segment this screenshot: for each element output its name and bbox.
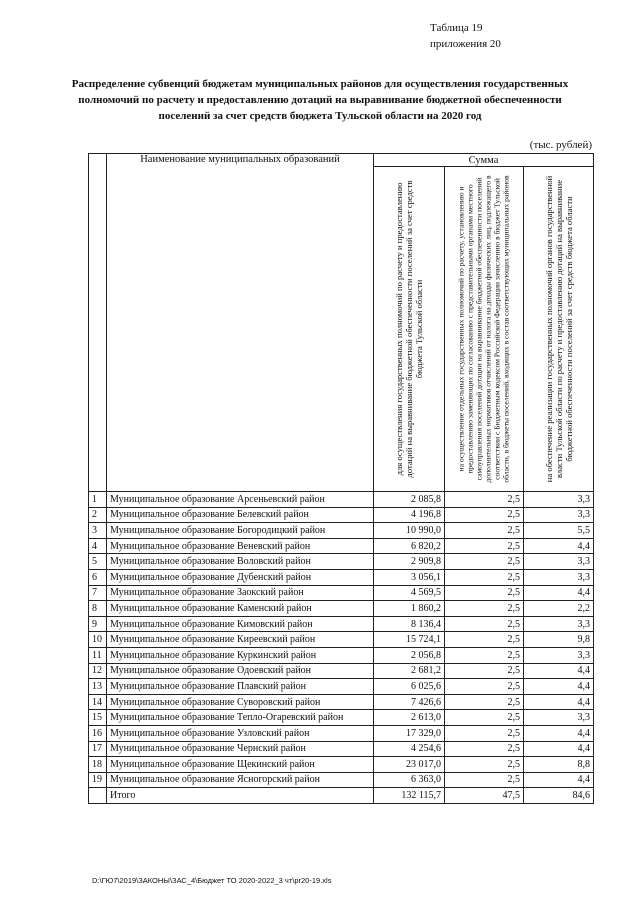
amount-col3: 3,3: [524, 507, 594, 523]
municipality-name: Муниципальное образование Заокский район: [107, 585, 374, 601]
municipality-name: Муниципальное образование Одоевский район: [107, 663, 374, 679]
amount-col3: 3,3: [524, 492, 594, 508]
amount-col3: 3,3: [524, 569, 594, 585]
header-name: Наименование муниципальных образований: [107, 154, 374, 492]
amount-col3: 5,5: [524, 523, 594, 539]
municipality-name: Муниципальное образование Богородицкий район: [107, 523, 374, 539]
row-number: 14: [89, 694, 107, 710]
amount-col2: 2,5: [445, 710, 524, 726]
amount-col1: 8 136,4: [374, 616, 445, 632]
row-number: 11: [89, 647, 107, 663]
amount-col3: 2,2: [524, 601, 594, 617]
amount-col2: 2,5: [445, 601, 524, 617]
municipality-name: Муниципальное образование Тепло-Огаревский район: [107, 710, 374, 726]
table-row: [89, 679, 594, 695]
amount-col2: 2,5: [445, 694, 524, 710]
header-number-cell: [89, 154, 107, 492]
amount-col3: 3,3: [524, 616, 594, 632]
row-number: 1: [89, 492, 107, 508]
municipality-name: Муниципальное образование Щекинский район: [107, 757, 374, 773]
amount-col3: 4,4: [524, 694, 594, 710]
amount-col3: 8,8: [524, 757, 594, 773]
row-number: 10: [89, 632, 107, 648]
amount-col2: 2,5: [445, 507, 524, 523]
amount-col1: 4 196,8: [374, 507, 445, 523]
table-row: [89, 538, 594, 554]
amount-col3: 4,4: [524, 725, 594, 741]
amount-col1: 6 363,0: [374, 772, 445, 788]
row-number: 17: [89, 741, 107, 757]
amount-col2: 2,5: [445, 492, 524, 508]
total-number-cell: [89, 788, 107, 804]
total-row: [89, 788, 594, 804]
amount-col1: 3 056,1: [374, 569, 445, 585]
amount-col2: 2,5: [445, 523, 524, 539]
header-row-top: [89, 154, 594, 167]
table-row: [89, 585, 594, 601]
municipality-name: Муниципальное образование Веневский район: [107, 538, 374, 554]
table-row: [89, 507, 594, 523]
document-title: Распределение субвенций бюджетам муниципальных районов для осуществления государственных полномочий по расчету и предоставлению дотаций на выравнивание бюджетной обеспеченности поселений за счет средств бюджета Тульской области на 2020 год: [71, 78, 569, 122]
table-row: [89, 710, 594, 726]
total-col2: 47,5: [445, 788, 524, 804]
row-number: 12: [89, 663, 107, 679]
table-caption: [430, 20, 570, 52]
amount-col2: 2,5: [445, 554, 524, 570]
amount-col1: 2 085,8: [374, 492, 445, 508]
table-row: [89, 647, 594, 663]
amount-col3: 4,4: [524, 741, 594, 757]
row-number: 2: [89, 507, 107, 523]
amount-col1: 15 724,1: [374, 632, 445, 648]
total-col1: 132 115,7: [374, 788, 445, 804]
row-number: 8: [89, 601, 107, 617]
municipality-name: Муниципальное образование Киреевский район: [107, 632, 374, 648]
total-label: Итого: [107, 788, 374, 804]
row-number: 6: [89, 569, 107, 585]
table-row: [89, 632, 594, 648]
municipality-name: Муниципальное образование Белевский район: [107, 507, 374, 523]
amount-col2: 2,5: [445, 569, 524, 585]
table-row: [89, 772, 594, 788]
municipality-name: Муниципальное образование Чернский район: [107, 741, 374, 757]
amount-col1: 2 613,0: [374, 710, 445, 726]
subventions-table: [88, 153, 594, 804]
amount-col2: 2,5: [445, 741, 524, 757]
amount-col1: 7 426,6: [374, 694, 445, 710]
row-number: 13: [89, 679, 107, 695]
header-col1-text: для осуществления государственных полномочий по расчету и предоставлению дотаций на выравнивание бюджетной обеспеченности поселений за счет средств бюджета Тульской области: [394, 180, 424, 478]
municipality-name: Муниципальное образование Узловский район: [107, 725, 374, 741]
amount-col1: 4 254,6: [374, 741, 445, 757]
amount-col1: 17 329,0: [374, 725, 445, 741]
amount-col3: 4,4: [524, 679, 594, 695]
municipality-name: Муниципальное образование Плавский район: [107, 679, 374, 695]
table-row: [89, 523, 594, 539]
table-row: [89, 492, 594, 508]
row-number: 5: [89, 554, 107, 570]
municipality-name: Муниципальное образование Суворовский район: [107, 694, 374, 710]
table-row: [89, 757, 594, 773]
table-row: [89, 569, 594, 585]
table-row: [89, 601, 594, 617]
caption-table-number: Таблица 19: [430, 22, 483, 34]
row-number: 9: [89, 616, 107, 632]
header-col2: [445, 167, 524, 492]
caption-appendix: приложения 20: [430, 38, 501, 50]
municipality-name: Муниципальное образование Куркинский район: [107, 647, 374, 663]
amount-col2: 2,5: [445, 632, 524, 648]
amount-col3: 4,4: [524, 585, 594, 601]
amount-col3: 4,4: [524, 538, 594, 554]
amount-col2: 2,5: [445, 772, 524, 788]
amount-col2: 2,5: [445, 616, 524, 632]
table-row: [89, 725, 594, 741]
table-row: [89, 616, 594, 632]
row-number: 16: [89, 725, 107, 741]
municipality-name: Муниципальное образование Ясногорский район: [107, 772, 374, 788]
row-number: 15: [89, 710, 107, 726]
amount-col1: 2 909,8: [374, 554, 445, 570]
amount-col2: 2,5: [445, 647, 524, 663]
row-number: 3: [89, 523, 107, 539]
row-number: 19: [89, 772, 107, 788]
amount-col3: 9,8: [524, 632, 594, 648]
amount-col2: 2,5: [445, 725, 524, 741]
amount-col2: 2,5: [445, 538, 524, 554]
amount-col1: 6 025,6: [374, 679, 445, 695]
municipality-name: Муниципальное образование Воловский район: [107, 554, 374, 570]
file-path-footer: D:\ГЮ7\2019\ЗАКОНЫ\ЗАС_4\Бюджет ТО 2020-2022_3 чт\pr20-19.xls: [92, 876, 332, 885]
header-col3: [524, 167, 594, 492]
amount-col3: 3,3: [524, 647, 594, 663]
table-row: [89, 554, 594, 570]
table-row: [89, 741, 594, 757]
amount-col2: 2,5: [445, 663, 524, 679]
table-row: [89, 694, 594, 710]
header-col3-text: на обеспечение реализации государственных полномочий органов государственной власти Тульской области по расчету и предоставлению дотаций на выравнивание бюджетной обеспеченности поселений за счет средств бюджета области: [543, 175, 574, 483]
units-label: (тыс. рублей): [529, 139, 592, 151]
amount-col1: 2 056,8: [374, 647, 445, 663]
amount-col1: 2 681,2: [374, 663, 445, 679]
municipality-name: Муниципальное образование Арсеньевский район: [107, 492, 374, 508]
header-col1: [374, 167, 445, 492]
municipality-name: Муниципальное образование Каменский район: [107, 601, 374, 617]
header-col2-text: на осуществление отдельных государственных полномочий по расчету, установлению и предоставлению заменяющих по согласованию с представительными органами местного самоуправления поселений дотации на выравнивание бюджетной обеспеченности поселений дополнительных нормативов отчислений от налога на доходы физических лиц, подлежащего в соответствии с Бюджетным кодексом Российской Федерации зачислению в бюджет Тульской области, в бюджеты поселений, входящих в состав соответствующих муниципальных районов: [456, 175, 510, 483]
amount-col1: 4 569,5: [374, 585, 445, 601]
amount-col2: 2,5: [445, 585, 524, 601]
municipality-name: Муниципальное образование Дубенский район: [107, 569, 374, 585]
amount-col3: 4,4: [524, 663, 594, 679]
amount-col1: 6 820,2: [374, 538, 445, 554]
row-number: 18: [89, 757, 107, 773]
amount-col2: 2,5: [445, 757, 524, 773]
amount-col3: 3,3: [524, 554, 594, 570]
amount-col1: 10 990,0: [374, 523, 445, 539]
amount-col2: 2,5: [445, 679, 524, 695]
amount-col3: 4,4: [524, 772, 594, 788]
amount-col1: 1 860,2: [374, 601, 445, 617]
municipality-name: Муниципальное образование Кимовский район: [107, 616, 374, 632]
header-sum: Сумма: [374, 154, 594, 167]
amount-col3: 3,3: [524, 710, 594, 726]
row-number: 7: [89, 585, 107, 601]
table-row: [89, 663, 594, 679]
row-number: 4: [89, 538, 107, 554]
amount-col1: 23 017,0: [374, 757, 445, 773]
total-col3: 84,6: [524, 788, 594, 804]
